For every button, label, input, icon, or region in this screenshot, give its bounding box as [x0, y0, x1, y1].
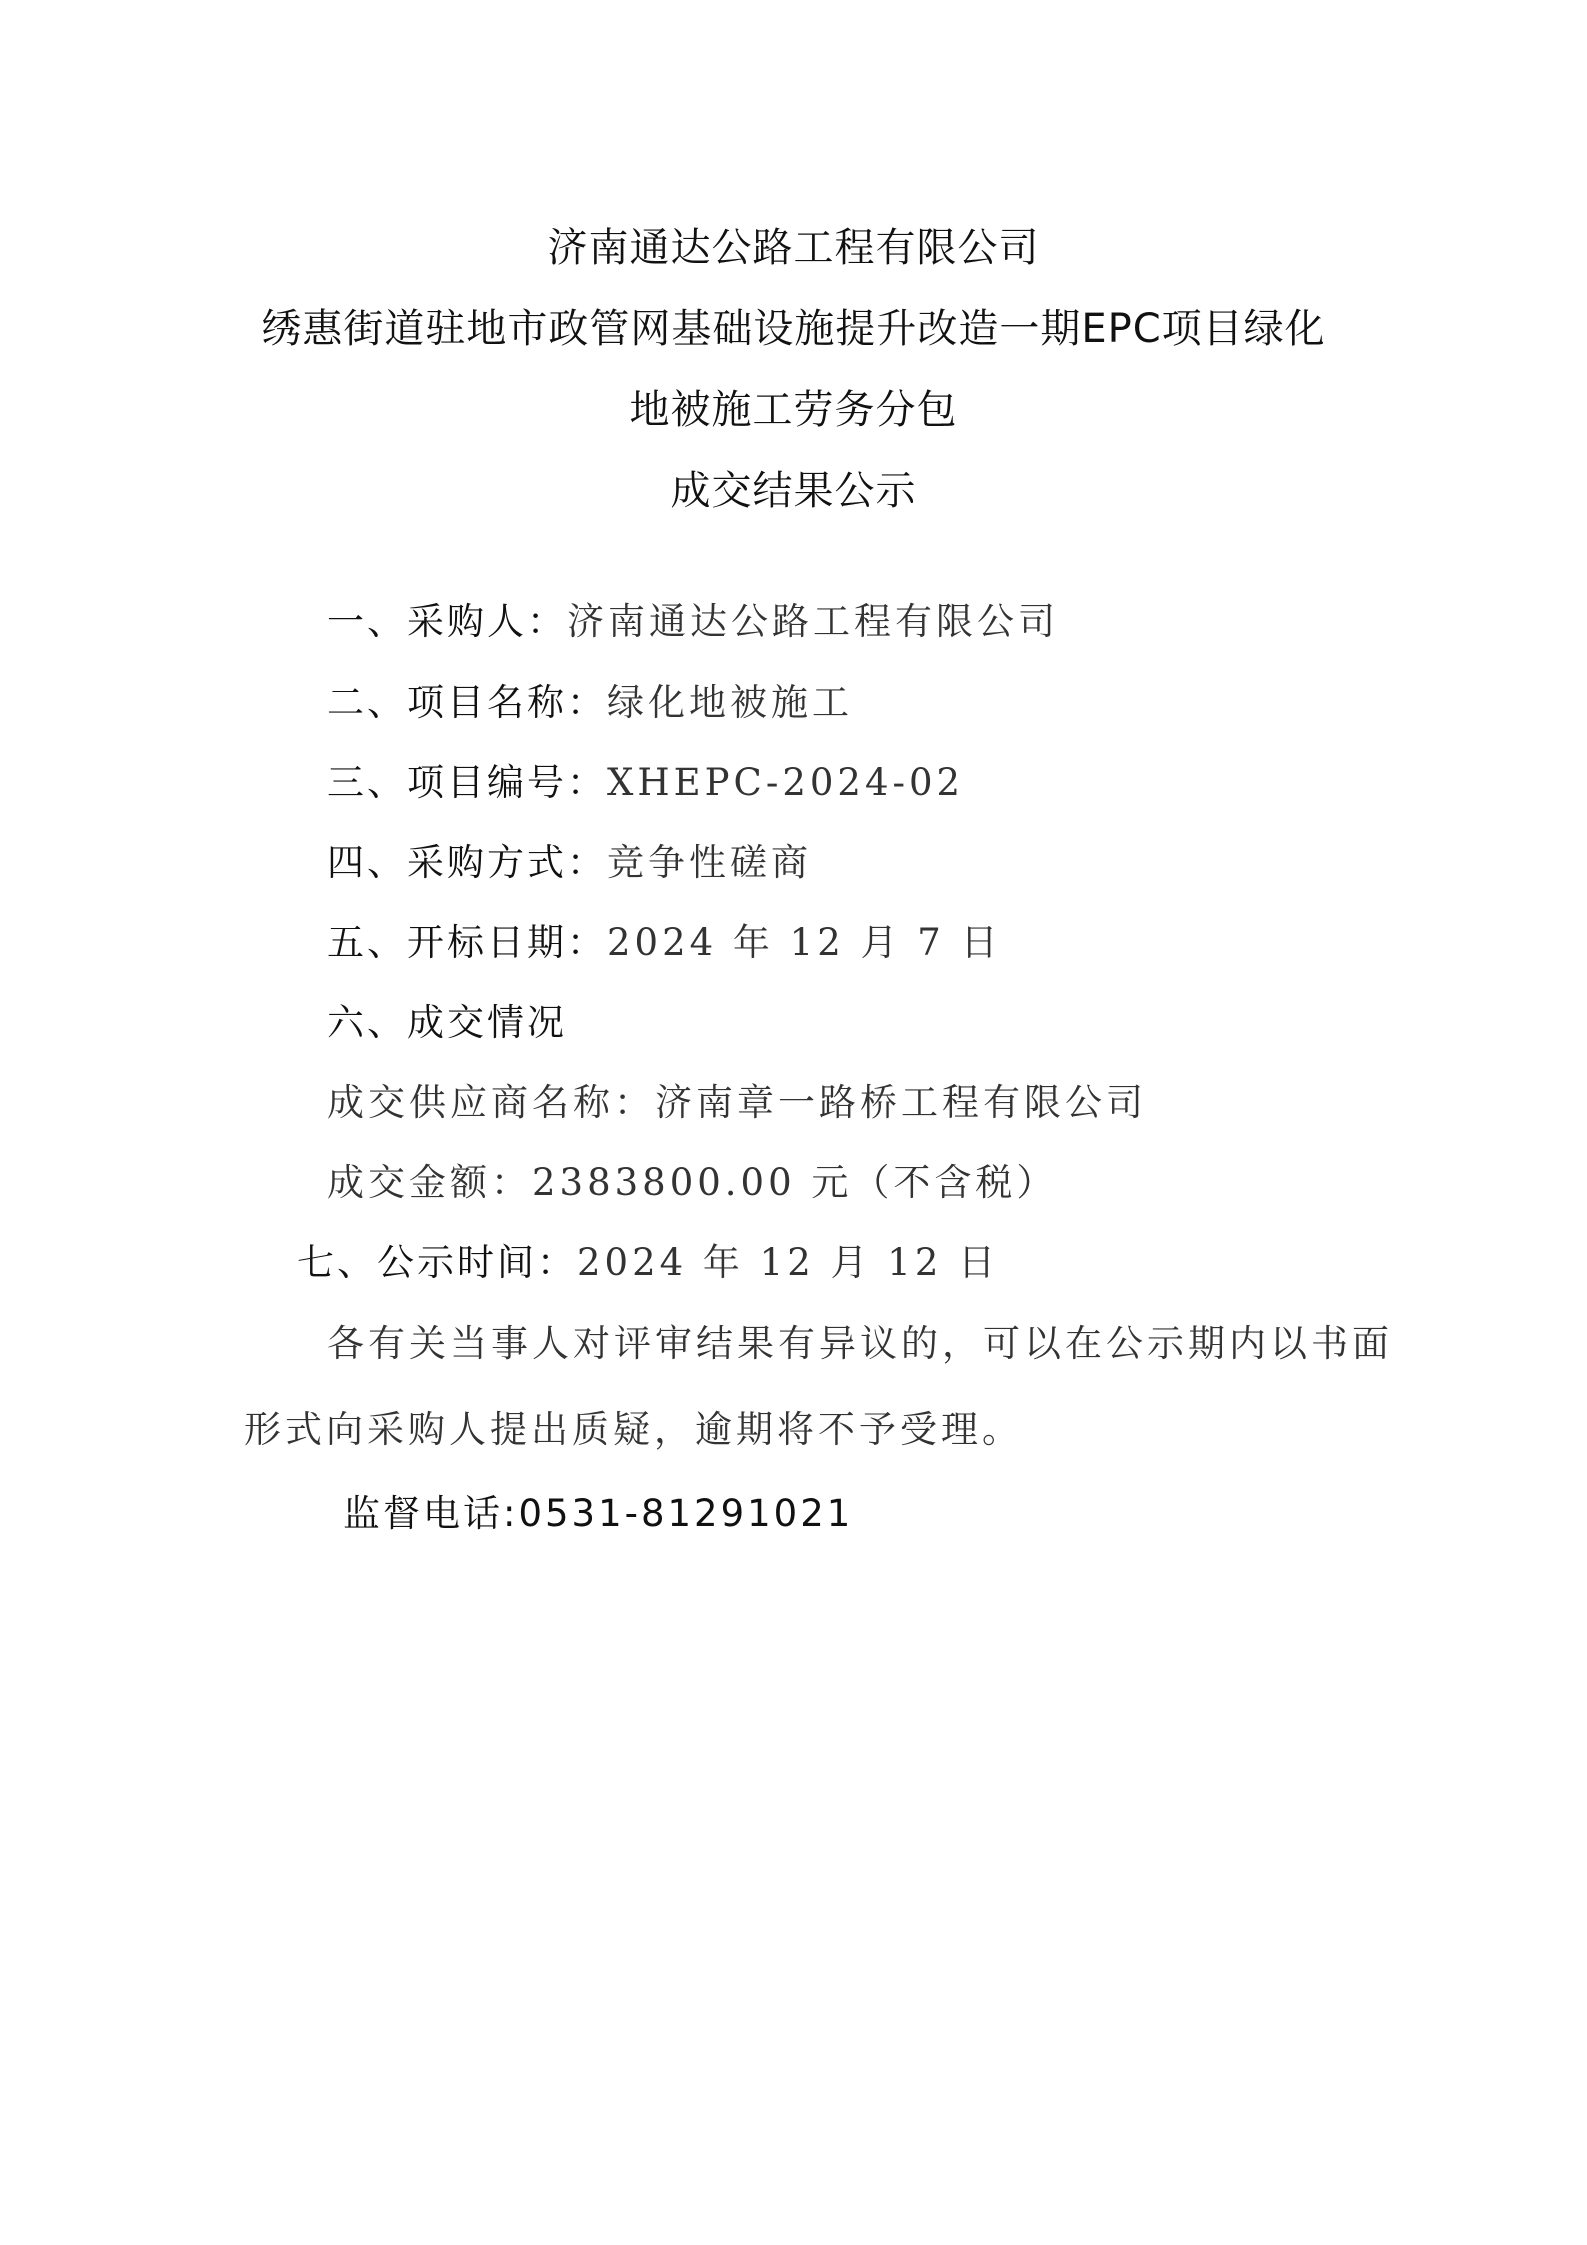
winning-supplier-text: 成交供应商名称：济南章一路桥工程有限公司 [327, 1081, 1147, 1124]
procurement-method-label: 四、采购方式： [327, 841, 607, 884]
deal-status-heading: 六、成交情况 [327, 1001, 567, 1044]
project-title-line-1: 绣惠街道驻地市政管网基础设施提升改造一期EPC项目绿化 [261, 306, 1326, 352]
objection-notice-text-2: 形式向采购人提出质疑，逾期将不予受理。 [244, 1408, 1023, 1451]
winning-supplier-row [327, 1081, 1147, 1125]
company-title: 济南通达公路工程有限公司 [547, 225, 1040, 271]
notice-time-value: 2024 年 12 月 12 日 [577, 1241, 1000, 1284]
project-name-label: 二、项目名称： [327, 681, 607, 724]
procurement-method-row [327, 841, 812, 885]
objection-notice-line-1 [327, 1322, 1393, 1366]
document-title-block [0, 208, 1587, 532]
deal-status-heading-row [327, 1001, 567, 1045]
objection-notice-text-1: 各有关当事人对评审结果有异议的，可以在公示期内以书面 [327, 1322, 1393, 1365]
opening-date-value: 2024 年 12 月 7 日 [607, 921, 1002, 964]
project-title-line-2: 地被施工劳务分包 [629, 387, 958, 433]
project-name-row [327, 681, 853, 725]
purchaser-row [327, 600, 1059, 644]
project-number-row [327, 761, 964, 805]
project-number-value: XHEPC-2024-02 [607, 761, 965, 804]
procurement-method-value: 竞争性磋商 [607, 841, 812, 884]
deal-amount-text: 成交金额：2383800.00 元（不含税） [327, 1161, 1058, 1204]
opening-date-row [327, 921, 1002, 965]
project-name-value: 绿化地被施工 [607, 681, 853, 724]
purchaser-label: 一、采购人： [327, 600, 567, 643]
deal-amount-row [327, 1161, 1057, 1205]
document-type-title: 成交结果公示 [670, 468, 917, 514]
purchaser-value: 济南通达公路工程有限公司 [567, 600, 1059, 643]
opening-date-label: 五、开标日期： [327, 921, 607, 964]
project-number-label: 三、项目编号： [327, 761, 607, 804]
objection-notice-line-2 [244, 1408, 1023, 1452]
notice-time-row [297, 1241, 999, 1285]
supervision-phone-row [343, 1492, 853, 1536]
notice-time-label: 七、公示时间： [297, 1241, 577, 1284]
supervision-phone-text: 监督电话:0531-81291021 [343, 1492, 854, 1535]
